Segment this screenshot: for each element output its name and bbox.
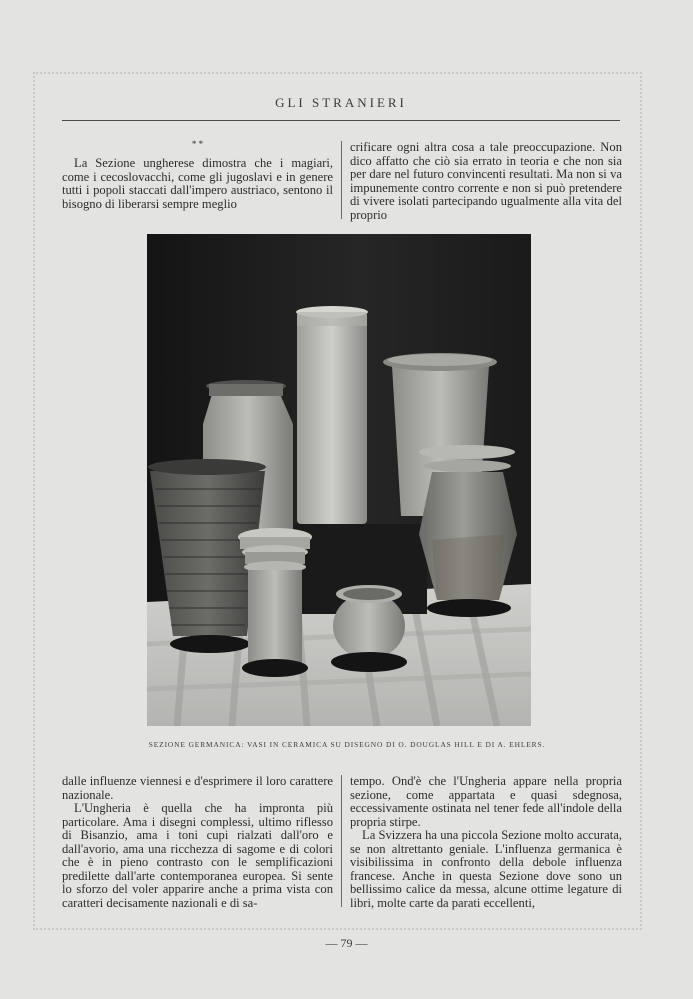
bottom-left-paragraph-1: dalle influenze viennesi e d'esprimere il loro carattere nazionale. [62,774,333,802]
vases-photograph [147,234,531,726]
asterism: * * [191,139,204,149]
running-head: GLI STRANIERI [275,95,407,110]
top-right-paragraph: crificare ogni altra cosa a tale preoccupazione. Non dico affatto che ciò sia errato in teoria e che non sia per dare nel futuro convincenti resultati. Ma non si va impunemente contro corrente e non si può pretendere di vivere isolati partecipando ugualmente alla vita del proprio [350,140,622,222]
top-right-column [350,141,622,222]
page-number: — 79 — [325,936,368,950]
bottom-left-column [62,775,333,910]
bottom-column-rule [341,775,342,907]
top-left-paragraph: La Sezione ungherese dimostra che i magiari, come i cecoslovacchi, come gli jugoslavi e in genere tutti i popoli staccati dall'impero austriaco, sentono il bisogno di liberarsi sempre meglio [62,156,333,211]
header-rule [62,120,620,121]
bottom-right-column [350,775,622,910]
top-column-rule [341,141,342,219]
bottom-right-paragraph-1: tempo. Ond'è che l'Ungheria appare nella propria sezione, come appartata e quasi sdegnosa, eccessivamente ostinata nel tener fede all'indole della propria stirpe. [350,774,622,829]
top-left-column [62,141,333,211]
figure-caption: SEZIONE GERMANICA: VASI IN CERAMICA SU DISEGNO DI O. DOUGLAS HILL E DI A. EHLERS. [148,740,546,749]
bottom-left-paragraph-2: L'Ungheria è quella che ha impronta più particolare. Ama i disegni complessi, ultimo riflesso di Bisanzio, ama i toni cupi rialzati dall'oro e dall'avorio, ama una ricchezza di sagome e di colori che è in pieno contrasto con le semplificazioni predilette dall'arte contemporanea europea. Si sente lo sforzo del voler apparire anche a prima vista con caratteri decisamente nazionali e di sa- [62,801,333,910]
bottom-right-paragraph-2: La Svizzera ha una piccola Sezione molto accurata, se non altrettanto geniale. L'influenza germanica è visibilissima in confronto della debole influenza francese. Anche in questa Sezione dove sono un bellissimo calice da messa, alcune ottime legature di libri, molte carte da parati eccellenti, [350,828,622,910]
